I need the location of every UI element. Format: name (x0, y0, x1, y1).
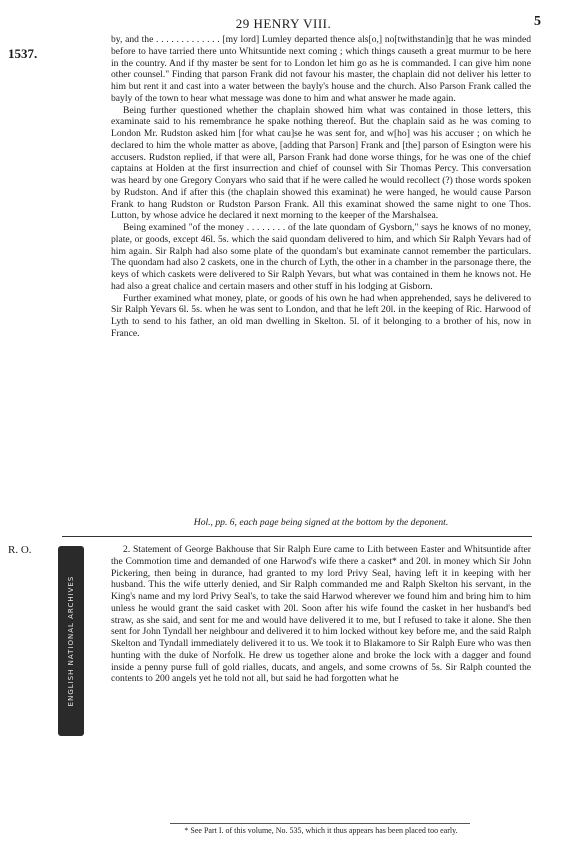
stamp-label: ENGLISH NATIONAL ARCHIVES (67, 575, 75, 707)
running-title: 29 HENRY VIII. (235, 16, 332, 31)
page-number: 5 (534, 14, 541, 29)
paragraph: Further examined what money, plate, or goods of his own he had when apprehended, says he delivered to Sir Ralph Yevars 6l. 5s. when he was sent to London, and that he left 20l. in the keeping of Ric. Harwood of Lyth to send to his father, an old man dwelling in Skelton. 5l. of it belonging to a brother of his, now in France. (111, 292, 531, 339)
paragraph: Being further questioned whether the chaplain showed him what was contained in those letters, this examinate said to his remembrance he spake nothing thereof. But the chaplain said as he was coming to London Mr. Rudston asked him [for what cau]se he was sent for, and w[ho] was his accuser ; on which he declared to him the whole matter as above, [adding that Parson] Frank and [the] parson of Esington were his accusers. Rudston replied, if that were all, Parson Frank had done worse things, for he was one of the chief captains at Holden at the first insurrection and chief of counsel with Sir Thomas Percy. This conversation was heard by one Gregory Conyars who said that if he were called he would recollect (?) those words spoken by Rudston. And if after this (the chaplain showed this examinat) he were hanged, he would cause Parson Frank to hang Rudston or Rudston Parson Frank. All this examinat showed the same night to one Thos. Lutton, by whose advice he declared it next morning to the keeper of the Marshalsea. (111, 104, 531, 222)
paragraph: 2. Statement of George Bakhouse that Sir Ralph Eure came to Lith between Easter and Whitsuntide after the Commotion time and demanded of one Harwod's wife there a casket* and 20l. in money which Sir John Pickering, then being in durance, had granted to my lord Privy Seal, having left it in keeping with her husband. This the wife utterly denied, and Sir Ralph commanded me and Ralph Skelton his servant, in the King's name and my lord Privy Seal's, to take the said Harwod wherever we found him and bring him to him unless he would grant the said casket with 20l. Soon after his wife found the casket in her husband's bed straw, as she said, and sent for me and would have delivered it to me, but I refused to take it alone. She then sent for John Tyndall her neighbour and delivered it to him locked without key before me, and the said Ralph Skelton and Tyndall immediately delivered it to us. We took it to Blakamore to Sir Ralph Eure who was then hunting with the duke of Norfolk. He drew us together alone and broke the lock with a dagger and found inside a penny purse full of gold rialles, ducats, and angels, and some crowns of 5s. Sir Ralph counted the contents to 200 angels yet he told not all, but said he had forgotten what he (111, 544, 531, 685)
footnote-rule (170, 823, 470, 824)
archive-stamp (58, 546, 84, 736)
document-note: Hol., pp. 6, each page being signed at the bottom by the deponent. (193, 517, 449, 528)
margin-year: 1537. (8, 46, 38, 61)
entry-text-column (111, 34, 531, 340)
margin-source-label: R. O. (8, 544, 32, 556)
statement-text (111, 544, 531, 685)
section-divider (62, 536, 532, 537)
paragraph: by, and the . . . . . . . . . . . . . [my lord] Lumley departed thence als[o,] no[twithstandin]g that he was minded before to have tarried there unto Whitsuntide next coming ; which things causeth a great murmur to be here in the country. And if thy master be sent for to London let him go as he is commanded. I can give him none other counsel." Finding that parson Frank did not favour his master, the chaplain did not deliver his letter to him but rent it and cast into a water between the bayly's house and the church. Also Parson Frank called the bayly of the town to hear what message was done to him and what answer he made again. (111, 34, 531, 104)
paragraph: Being examined "of the money . . . . . . . . of the late quondam of Gysborn," says he knows of no money, plate, or goods, except 46l. 5s. which the said quondam delivered to him, and which Sir Ralph Yevars had of him again. Sir Ralph had also some plate of the quondam's but examinate cannot remember the particulars. The quondam had also 2 caskets, one in the church of Lyth, the other in a chamber in the parsonage there, the keys of which caskets were delivered to Sir Ralph Yevars, but what was contained in them he knows not. He had also a great chalice and certain masers and other stuff in his lodging at Gisborn. (111, 222, 531, 292)
footnote: * See Part I. of this volume, No. 535, which it thus appears has been placed too early. (184, 826, 458, 835)
